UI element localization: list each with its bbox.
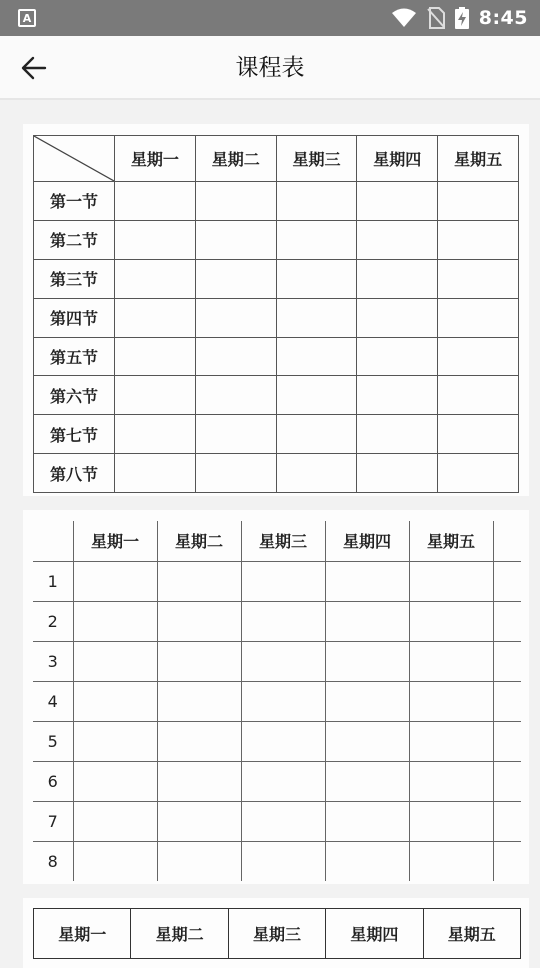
- timetable-template-1: [33, 135, 519, 493]
- day-header: 星期一: [73, 521, 157, 561]
- template-card-1[interactable]: [23, 124, 529, 496]
- day-header: 星期四: [325, 521, 409, 561]
- table-row: [34, 220, 519, 259]
- table-row: [33, 601, 521, 641]
- no-sim-icon: [427, 7, 445, 29]
- table-row: [34, 298, 519, 337]
- day-header: 星期一: [115, 136, 196, 182]
- page-title: 课程表: [235, 55, 305, 81]
- period-label: 第八节: [34, 454, 115, 493]
- table-row: [34, 259, 519, 298]
- day-header: 星期四: [357, 136, 438, 182]
- app-notification-icon: A: [18, 9, 36, 27]
- table-row: [34, 337, 519, 376]
- table-row: [33, 801, 521, 841]
- period-label: 第三节: [34, 259, 115, 298]
- wifi-icon: [391, 8, 417, 28]
- period-number: 3: [33, 641, 73, 681]
- table-row: [34, 454, 519, 493]
- period-label: 第四节: [34, 298, 115, 337]
- period-label: 第二节: [34, 220, 115, 259]
- period-label: 第五节: [34, 337, 115, 376]
- table-row: [33, 761, 521, 801]
- period-number: 6: [33, 761, 73, 801]
- period-number: 2: [33, 601, 73, 641]
- table-row: [33, 561, 521, 601]
- period-number: 7: [33, 801, 73, 841]
- table-row: [33, 841, 521, 881]
- day-header: 星期五: [438, 136, 519, 182]
- battery-charging-icon: [455, 7, 469, 29]
- table-row: [33, 641, 521, 681]
- timetable-template-2: [33, 521, 521, 881]
- period-number: 1: [33, 561, 73, 601]
- status-time: 8:45: [478, 7, 528, 29]
- day-header: 星期二: [157, 521, 241, 561]
- day-header: 星期二: [195, 136, 276, 182]
- table-row: [34, 415, 519, 454]
- table-row: [34, 182, 519, 221]
- table-row: [34, 376, 519, 415]
- day-header: 星期三: [276, 136, 357, 182]
- period-number: 4: [33, 681, 73, 721]
- template-card-3[interactable]: [23, 898, 529, 968]
- day-header: 星期五: [423, 909, 520, 959]
- period-label: 第六节: [34, 376, 115, 415]
- day-header: 星期三: [228, 909, 325, 959]
- period-number: 5: [33, 721, 73, 761]
- period-label: 第一节: [34, 182, 115, 221]
- day-header: 星期三: [241, 521, 325, 561]
- day-header: 星期四: [326, 909, 423, 959]
- table-row: [33, 681, 521, 721]
- day-header: 星期二: [131, 909, 228, 959]
- template-card-2[interactable]: [23, 510, 529, 884]
- corner-cell: [34, 136, 115, 182]
- day-header: 星期五: [409, 521, 493, 561]
- period-label: 第七节: [34, 415, 115, 454]
- period-number: 8: [33, 841, 73, 881]
- day-header: 星期一: [34, 909, 131, 959]
- status-bar: [0, 0, 540, 36]
- timetable-template-3: [33, 908, 521, 959]
- table-row: [33, 721, 521, 761]
- app-bar: [0, 36, 540, 100]
- status-icons: [391, 0, 528, 36]
